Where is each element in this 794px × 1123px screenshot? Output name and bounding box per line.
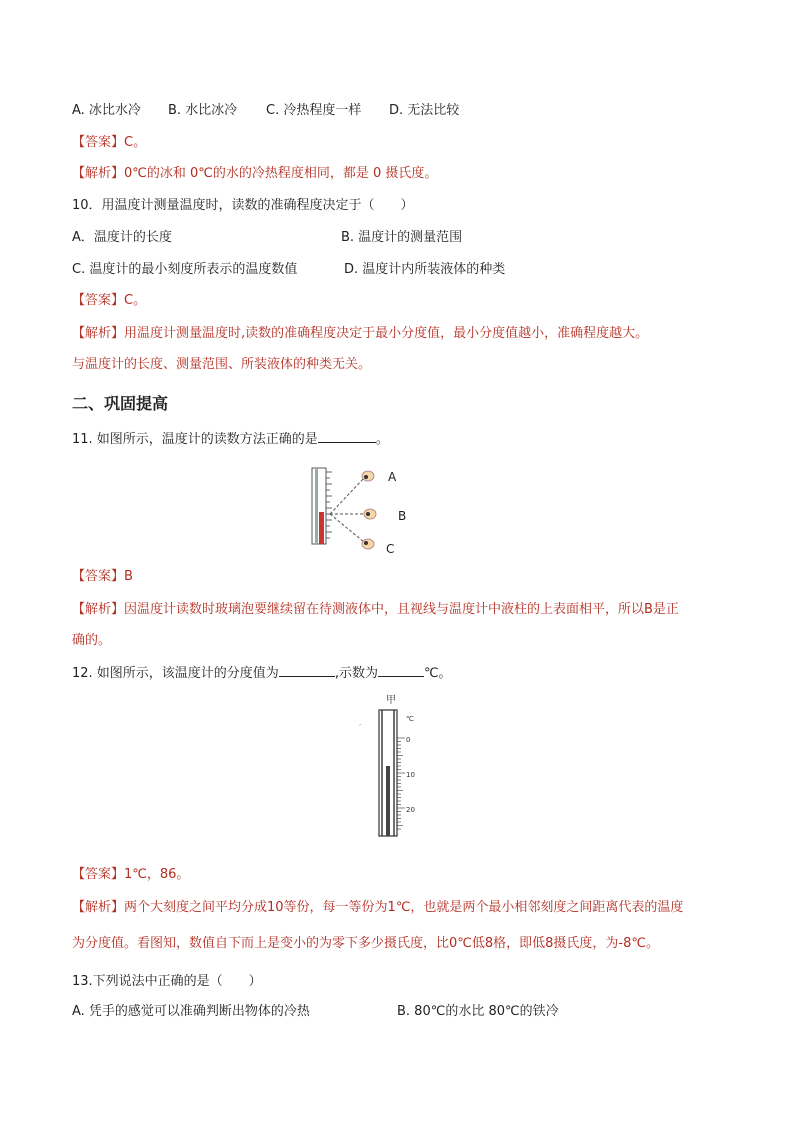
answer-text: B: [124, 569, 133, 584]
liquid-column: [319, 512, 324, 544]
q10-option-a: A．温度计的长度: [72, 230, 172, 245]
q12-division-blank[interactable]: [279, 664, 335, 677]
eye-b-icon: [364, 509, 376, 519]
scale-ticks: [397, 738, 405, 829]
tick-label-10: 10: [406, 771, 415, 779]
q9-option-c: C. 冷热程度一样: [266, 103, 362, 118]
sight-lines: [330, 478, 366, 542]
q13-option-a: A. 凭手的感觉可以准确判断出物体的冷热: [72, 1004, 310, 1019]
liquid-column: [386, 766, 390, 836]
analysis-text: 两个大刻度之间平均分成10等份，每一等份为1℃，也就是两个最小相邻刻度之间距离代表的温度: [124, 900, 684, 915]
q9-analysis: [72, 165, 437, 183]
answer-text: C。: [124, 135, 147, 150]
answer-tag: 【答案】: [72, 569, 125, 584]
q9-answer: [72, 134, 146, 152]
q10-option-d: D. 温度计内所装液体的种类: [344, 262, 506, 277]
figure-unit: ℃: [406, 715, 414, 723]
q9-option-b: B. 水比冰冷: [168, 103, 238, 118]
analysis-text: 因温度计读数时玻璃泡要继续留在待测液体中，且视线与温度计中液柱的上表面相平，所以B是正: [124, 602, 679, 617]
q10-option-b: B. 温度计的测量范围: [341, 230, 463, 245]
q10-question: 10．用温度计测量温度时，读数的准确程度决定于（ ）: [72, 198, 414, 213]
analysis-tag: 【解析】: [72, 166, 125, 181]
q13-option-b: B. 80℃的水比 80℃的铁冷: [397, 1004, 559, 1019]
analysis-tag: 【解析】: [72, 900, 125, 915]
q9-option-a: A. 冰比水冷: [72, 103, 141, 118]
q11-figure: [300, 462, 430, 562]
answer-tag: 【答案】: [72, 135, 125, 150]
q11-analysis-line1: [72, 601, 679, 619]
q12-text-3: ℃。: [423, 666, 452, 681]
analysis-text: 用温度计测量温度时,读数的准确程度决定于最小分度值，最小分度值越小，准确程度越大。: [124, 326, 649, 341]
scale-ticks: [326, 472, 332, 538]
analysis-tag: 【解析】: [72, 602, 125, 617]
mark-glyph: ˊ: [358, 724, 362, 732]
q11-question-end: 。: [375, 432, 389, 447]
eye-a-icon: [362, 471, 374, 481]
q10-answer: [72, 292, 146, 310]
answer-tag: 【答案】: [72, 867, 125, 882]
q11-analysis-line2: 确的。: [72, 633, 112, 648]
tick-label-0: 0: [406, 736, 411, 744]
q12-text-2: ,示数为: [334, 666, 378, 681]
q10-analysis-line1: [72, 325, 648, 343]
label-a: A: [388, 470, 397, 484]
q12-reading-blank[interactable]: [378, 664, 424, 677]
q12-text-1: 12. 如图所示，该温度计的分度值为: [72, 666, 279, 681]
answer-text: 1℃，86。: [124, 867, 190, 882]
q12-answer: [72, 866, 189, 884]
q11-question: [72, 430, 389, 449]
section-title: 二、巩固提高: [72, 394, 169, 413]
analysis-tag: 【解析】: [72, 326, 125, 341]
q11-answer: [72, 568, 133, 586]
q11-question-text: 11. 如图所示，温度计的读数方法正确的是: [72, 432, 318, 447]
label-b: B: [398, 509, 407, 523]
thermometer-bore: [315, 468, 318, 544]
tick-label-20: 20: [406, 806, 415, 814]
eye-c-icon: [362, 539, 374, 549]
answer-text: C。: [124, 293, 147, 308]
q12-analysis-line1: [72, 899, 683, 917]
analysis-text: 0℃的冰和 0℃的水的冷热程度相同，都是 0 摄氏度。: [124, 166, 438, 181]
q13-question: 13.下列说法中正确的是（ ）: [72, 974, 262, 989]
label-c: C: [386, 542, 395, 556]
q11-answer-blank[interactable]: [318, 430, 376, 443]
q10-option-c: C. 温度计的最小刻度所表示的温度数值: [72, 262, 298, 277]
figure-title: 甲: [386, 695, 396, 706]
q12-figure: [350, 690, 430, 840]
q12-analysis-line2: 为分度值。看图知，数值自下而上是变小的为零下多少摄氏度，比0℃低8格，即低8摄氏度，为-8℃。: [72, 936, 659, 951]
q12-question: [72, 664, 452, 683]
q10-analysis-line2: 与温度计的长度、测量范围、所装液体的种类无关。: [72, 357, 372, 372]
answer-tag: 【答案】: [72, 293, 125, 308]
q9-option-d: D. 无法比较: [389, 103, 460, 118]
